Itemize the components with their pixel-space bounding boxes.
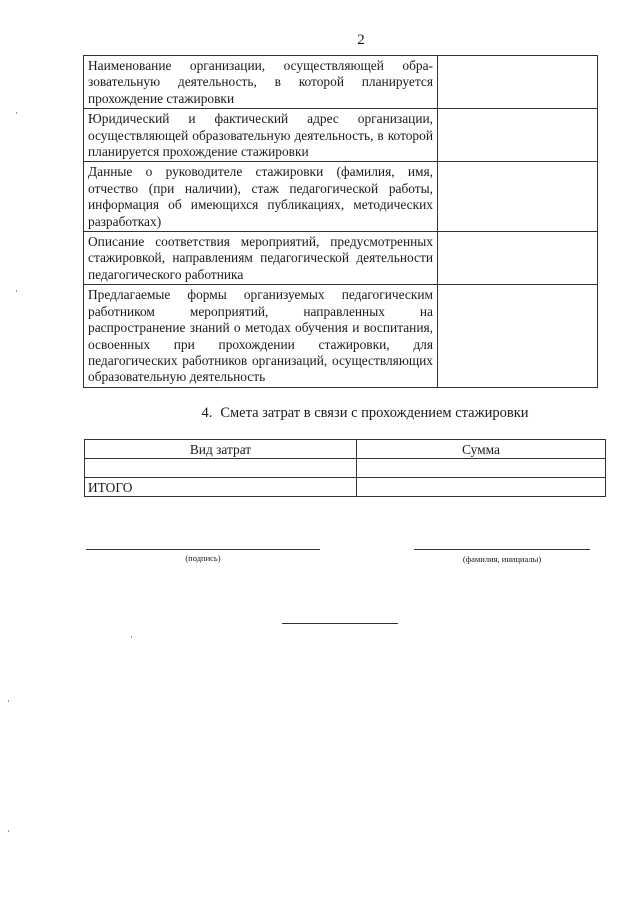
info-table (83, 55, 598, 388)
table-row (84, 56, 598, 109)
info-row-value (438, 232, 598, 285)
scan-speck (16, 112, 17, 114)
cost-table (84, 439, 606, 497)
section-heading (0, 404, 640, 422)
info-row-label: Предлагаемые формы организуемых педагогическим работником мероприятий, направленных на распространение знаний о методах обучения и воспитания, освоенных при прохождении стажировки, для педагогических работников организаций, осуществляющих образовательную деятельность (84, 285, 438, 387)
cost-table-header (85, 440, 606, 459)
info-row-value (438, 56, 598, 109)
signature-line (86, 549, 320, 550)
end-of-document-line (282, 623, 398, 624)
info-row-value (438, 285, 598, 387)
table-row (84, 162, 598, 232)
info-row-value (438, 109, 598, 162)
column-header-cost-type: Вид затрат (85, 440, 357, 459)
table-row (84, 285, 598, 387)
info-row-label: Описание соответствия мероприятий, предусмотренных стажировкой, направлениям педагогической деятельности педагогического работника (84, 232, 438, 285)
scan-speck (8, 830, 9, 832)
name-line (414, 549, 590, 550)
signature-caption: (подпись) (185, 553, 221, 563)
table-row (84, 109, 598, 162)
amount-cell (357, 459, 606, 478)
cost-type-cell (85, 459, 357, 478)
total-value (357, 478, 606, 497)
scan-speck (131, 636, 132, 638)
total-row (85, 478, 606, 497)
total-label: ИТОГО (85, 478, 357, 497)
info-row-label: Юридический и фактический адрес организации, осуществляющей образовательную деятельность, в которой планируется прохождение стажировки (84, 109, 438, 162)
section-number: 4. (201, 405, 213, 421)
section-title: Смета затрат в связи с прохождением стажировки (220, 405, 529, 421)
table-row (84, 232, 598, 285)
info-row-label: Наименование организации, осуществляющей образовательную деятельность, в которой планируется прохождение стажировки (84, 56, 438, 109)
table-row (85, 459, 606, 478)
info-row-label: Данные о руководителе стажировки (фамилия, имя, отчество (при наличии), стаж педагогической работы, информация об имеющихся публикациях, методических разработках) (84, 162, 438, 232)
scan-speck (8, 700, 9, 702)
info-row-value (438, 162, 598, 232)
scan-speck (16, 290, 17, 292)
name-caption: (фамилия, инициалы) (462, 554, 542, 564)
column-header-amount: Сумма (357, 440, 606, 459)
page-number: 2 (357, 32, 365, 48)
